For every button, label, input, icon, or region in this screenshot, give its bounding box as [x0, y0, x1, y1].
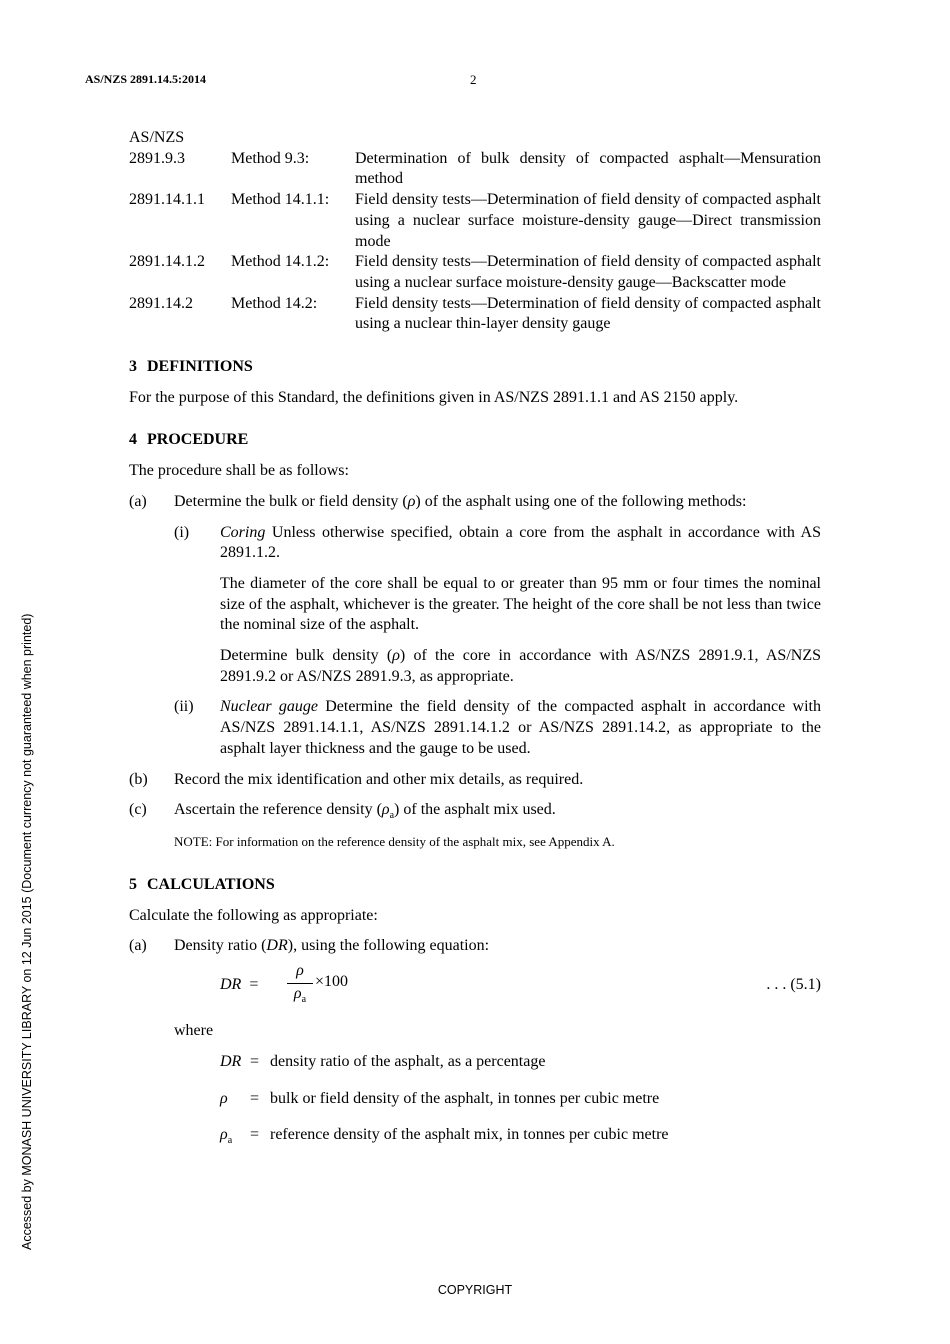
access-watermark: Accessed by MONASH UNIVERSITY LIBRARY on 12 Jun 2015 (Document currency not guaranteed when printed) — [20, 613, 34, 1250]
substep-content — [220, 523, 821, 688]
reference-code: 2891.14.2 — [129, 294, 193, 312]
text-span: Determine bulk density ( — [220, 647, 393, 665]
reference-code: 2891.14.1.2 — [129, 253, 205, 271]
definition-text: density ratio of the asphalt, as a percentage — [270, 1052, 546, 1070]
definition-row — [220, 1052, 821, 1079]
subscript: a — [389, 810, 395, 822]
references-heading: AS/NZS — [129, 129, 185, 146]
step-text — [174, 800, 821, 827]
text-span: ) of the asphalt mix used. — [394, 801, 556, 819]
reference-title: Field density tests—Determination of field density of compacted asphalt using a nuclear surface moisture-density gauge—Backscatter mode — [355, 253, 821, 291]
symbol: ρ — [220, 1126, 228, 1144]
step-label: (b) — [129, 770, 148, 788]
reference-method: Method 14.1.1: — [231, 191, 330, 209]
procedure-step-c — [129, 800, 821, 853]
equals-sign: = — [250, 1089, 260, 1107]
definitions-text: For the purpose of this Standard, the definitions given in AS/NZS 2891.1.1 and AS 2150 apply. — [129, 388, 739, 406]
reference-title: Field density tests—Determination of field density of compacted asphalt using a nuclear thin-layer density gauge — [355, 294, 821, 333]
reference-row — [129, 149, 821, 190]
equation-5-1 — [129, 961, 821, 1011]
procedure-substep-i — [174, 523, 821, 688]
section-title: CALCULATIONS — [147, 875, 275, 893]
section-number: 5 — [129, 875, 137, 893]
reference-code: 2891.9.3 — [129, 149, 185, 167]
copyright-footer: COPYRIGHT — [437, 1283, 513, 1297]
definition-symbol — [220, 1052, 250, 1079]
step-content — [174, 492, 821, 760]
symbol: DR — [220, 1052, 242, 1070]
coring-text — [220, 523, 821, 564]
reference-method: Method 14.1.2: — [231, 253, 330, 271]
page-body — [129, 128, 821, 1162]
step-text — [174, 936, 821, 957]
reference-method: Method 9.3: — [231, 149, 310, 167]
text-span: ), using the following equation: — [287, 937, 490, 955]
section-5-heading — [129, 875, 821, 896]
step-label: (c) — [129, 801, 147, 819]
reference-row — [129, 294, 821, 335]
definition-text: bulk or field density of the asphalt, in tonnes per cubic metre — [270, 1089, 660, 1107]
equation-fraction — [287, 961, 313, 1011]
text-span: ) of the asphalt using one of the following methods: — [415, 492, 747, 510]
definition-row — [220, 1125, 821, 1152]
substep-label: (i) — [174, 523, 190, 541]
section-4-heading — [129, 430, 821, 451]
step-label: (a) — [129, 492, 147, 510]
fraction-denominator — [287, 984, 313, 1011]
section-number: 4 — [129, 431, 137, 449]
equals-sign: = — [250, 1126, 260, 1144]
text-span: Unless otherwise specified, obtain a core from the asphalt in accordance with AS 2891.1.2. — [220, 523, 821, 562]
document-code: AS/NZS 2891.14.5:2014 — [85, 72, 207, 86]
step-text — [174, 492, 821, 513]
definition-symbol — [220, 1125, 250, 1152]
text-span: ) of the core in accordance with AS/NZS 2891.9.1, AS/NZS 2891.9.2 or AS/NZS 2891.9.3, as appropriate. — [220, 647, 822, 685]
calculation-step-a — [129, 936, 821, 957]
text-span: Density ratio ( — [174, 937, 267, 955]
calculations-intro: Calculate the following as appropriate: — [129, 906, 378, 924]
equals-sign: = — [249, 975, 259, 993]
definition-text: reference density of the asphalt mix, in tonnes per cubic metre — [270, 1126, 669, 1144]
subscript: a — [227, 1135, 233, 1147]
procedure-step-a — [129, 492, 821, 760]
substep-content — [220, 697, 821, 759]
fraction-numerator: ρ — [287, 961, 313, 984]
nuclear-gauge-text — [220, 697, 821, 759]
reference-row — [129, 252, 821, 293]
step-content — [174, 800, 821, 853]
subscript: a — [301, 994, 307, 1006]
bulk-density-text — [220, 646, 821, 687]
where-label: where — [174, 1021, 214, 1039]
section-number: 3 — [129, 358, 137, 376]
reference-row — [129, 190, 821, 252]
step-label: (a) — [129, 937, 147, 955]
section-3-heading — [129, 357, 821, 378]
substep-label: (ii) — [174, 698, 194, 716]
reference-code: 2891.14.1.1 — [129, 191, 205, 209]
references-list — [129, 149, 821, 335]
rho-symbol: ρ — [392, 647, 400, 665]
text-span: Ascertain the reference density ( — [174, 801, 382, 819]
nuclear-gauge-title: Nuclear gauge — [220, 698, 318, 716]
section-title: PROCEDURE — [147, 431, 249, 449]
rho-symbol: ρ — [407, 492, 416, 510]
reference-title: Field density tests—Determination of field density of compacted asphalt using a nuclear surface moisture-density gauge—Direct transmission mode — [355, 191, 821, 250]
equation-lhs — [220, 975, 258, 996]
core-diameter-text: The diameter of the core shall be equal to or greater than 95 mm or four times the nominal size of the asphalt, whichever is the greater. The height of the core shall be not less than twice the nominal size of the asphalt. — [220, 574, 821, 634]
note: NOTE: For information on the reference density of the asphalt mix, see Appendix A. — [174, 834, 615, 850]
coring-title: Coring — [220, 523, 266, 541]
text-span: Determine the bulk or field density ( — [174, 492, 408, 510]
equation-number: . . . (5.1) — [766, 975, 821, 993]
dr-symbol: DR — [266, 937, 288, 955]
reference-title: Determination of bulk density of compacted asphalt—Mensuration method — [355, 149, 821, 188]
reference-method: Method 14.2: — [231, 294, 318, 312]
procedure-intro: The procedure shall be as follows: — [129, 462, 349, 480]
step-text: Record the mix identification and other mix details, as required. — [174, 770, 584, 788]
symbol: ρ — [220, 1089, 228, 1107]
rho-symbol: ρ — [293, 984, 302, 1002]
equation-multiplier: ×100 — [315, 972, 349, 990]
definition-row — [220, 1089, 821, 1116]
definitions-list — [220, 1052, 821, 1153]
dr-symbol: DR — [220, 975, 242, 993]
text-span: Determine the field density of the compacted asphalt in accordance with AS/NZS 2891.14.1.1, AS/NZS 2891.14.1.2 or AS/NZS 2891.14.2, as appropriate to the asphalt layer thickness and the gauge to be used. — [220, 698, 821, 757]
page-number: 2 — [470, 72, 477, 87]
section-title: DEFINITIONS — [147, 358, 253, 376]
procedure-step-b — [129, 770, 821, 791]
procedure-substep-ii — [174, 697, 821, 759]
rho-symbol: ρ — [381, 801, 390, 819]
equals-sign: = — [250, 1052, 260, 1070]
definition-symbol — [220, 1089, 250, 1116]
